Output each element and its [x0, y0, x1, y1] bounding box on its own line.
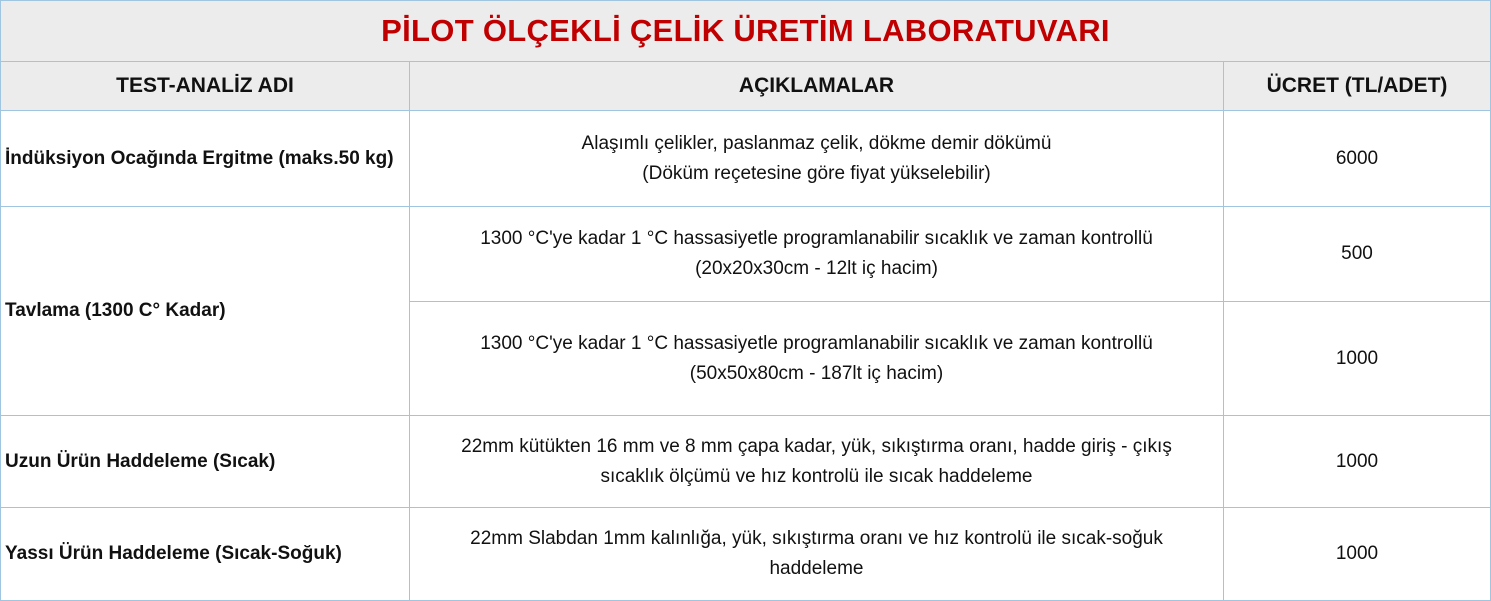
table-row-name: [1, 207, 410, 416]
table-row-name: [1, 508, 410, 600]
row-name-annealing: Tavlama (1300 C° Kadar): [5, 300, 226, 321]
table-row-description: [410, 302, 1224, 416]
row-price-induction-melting: 6000: [1335, 147, 1379, 169]
row-name-flat-product-rolling: Yassı Ürün Haddeleme (Sıcak-Soğuk): [5, 543, 342, 564]
table-row-price: [1224, 508, 1490, 600]
table-title-row: [1, 1, 1490, 62]
row-description-flat-product-rolling: 22mm Slabdan 1mm kalınlığa, yük, sıkıştırma oranı ve hız kontrolü ile sıcak-soğuk haddeleme: [470, 528, 1163, 579]
row-price-annealing-small: 500: [1341, 243, 1373, 264]
column-header-description: [410, 62, 1224, 111]
table-row-name: [1, 111, 410, 207]
table-row-price: [1224, 416, 1490, 508]
column-header-price: [1224, 62, 1490, 111]
table-row-description: [410, 111, 1224, 207]
table-row-price: [1224, 111, 1490, 207]
table-row-description: [410, 508, 1224, 600]
column-header-name-label: TEST-ANALİZ ADI: [116, 74, 294, 97]
row-description-induction-melting: Alaşımlı çelikler, paslanmaz çelik, dökme demir dökümü (Döküm reçetesine göre fiyat yükselebilir): [581, 132, 1052, 184]
row-price-flat-product-rolling: 1000: [1335, 543, 1379, 564]
table-row-description: [410, 207, 1224, 302]
row-name-induction-melting: İndüksiyon Ocağında Ergitme (maks.50 kg): [5, 147, 394, 169]
column-header-price-label: ÜCRET (TL/ADET): [1266, 74, 1448, 97]
row-name-long-product-rolling: Uzun Ürün Haddeleme (Sıcak): [5, 450, 276, 472]
column-header-name: [1, 62, 410, 111]
row-price-annealing-large: 1000: [1335, 347, 1379, 369]
row-description-long-product-rolling: 22mm kütükten 16 mm ve 8 mm çapa kadar, yük, sıkıştırma oranı, hadde giriş - çıkış sıcaklık ölçümü ve hız kontrolü ile sıcak haddeleme: [461, 435, 1172, 487]
table-row-description: [410, 416, 1224, 508]
page-title: PİLOT ÖLÇEKLİ ÇELİK ÜRETİM LABORATUVARI: [381, 13, 1110, 48]
row-description-annealing-large: 1300 °C'ye kadar 1 °C hassasiyetle programlanabilir sıcaklık ve zaman kontrollü (50x50x80cm - 187lt iç hacim): [480, 332, 1153, 384]
table-row-price: [1224, 302, 1490, 416]
row-description-annealing-small: 1300 °C'ye kadar 1 °C hassasiyetle programlanabilir sıcaklık ve zaman kontrollü (20x20x30cm - 12lt iç hacim): [480, 228, 1153, 279]
table-row-price: [1224, 207, 1490, 302]
row-price-long-product-rolling: 1000: [1335, 450, 1379, 472]
column-header-description-label: AÇIKLAMALAR: [738, 74, 895, 97]
table-row-name: [1, 416, 410, 508]
